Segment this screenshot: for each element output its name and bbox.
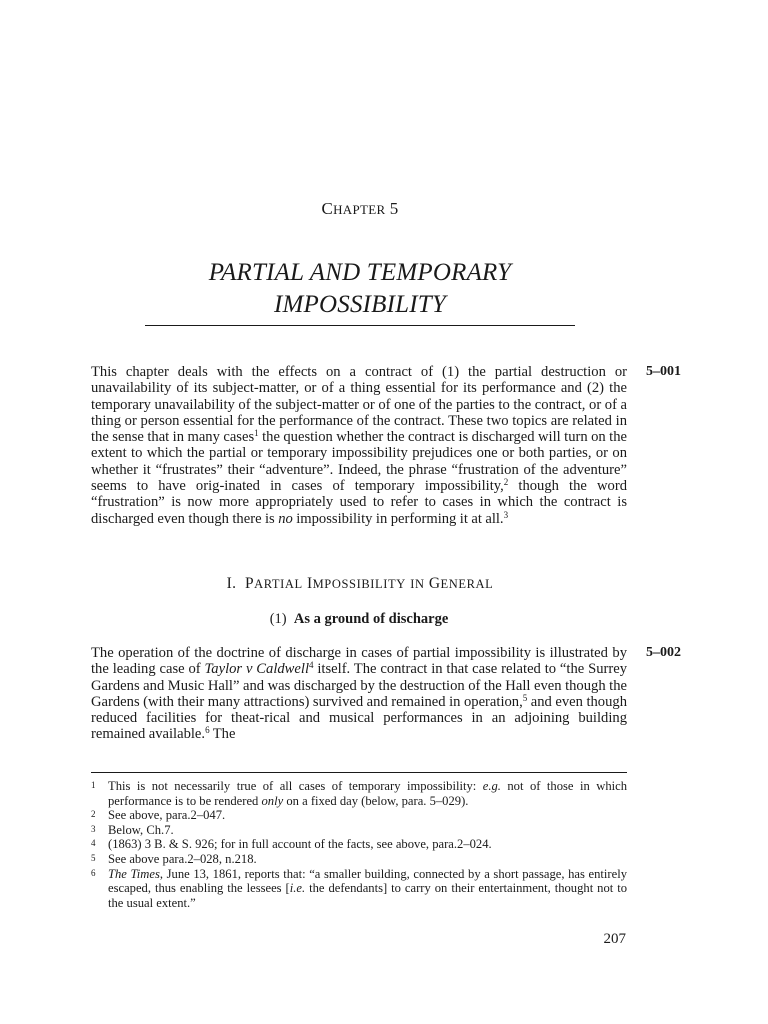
section-title-word: GENERAL	[428, 575, 494, 592]
footnote-text: Below, Ch.7.	[108, 822, 174, 837]
subheading-number: (1)	[269, 611, 287, 627]
chapter-title	[130, 257, 590, 321]
chapter-title-line: IMPOSSIBILITY	[273, 291, 447, 318]
paragraph-text: the question whether the contract is discharged will turn on the extent to which the partial or temporary impossibility prejudices one or both parties, or on whether it “frustrates” their “adventure”. Indeed, the phrase “frustration of the adventure” seems to have orig-inated in cases of temporary impossibility,	[91, 429, 627, 495]
section-title-word: PARTIAL	[245, 575, 303, 592]
footnote-text	[108, 823, 627, 838]
footnote-italic-text: i.e.	[289, 881, 306, 896]
body-paragraph	[91, 645, 627, 743]
paragraph-number: 5–001	[646, 364, 681, 379]
footnote-text: See above, para.2–047.	[108, 808, 226, 823]
footnote-text: (1863) 3 B. & S. 926; for in full account of the facts, see above, para.2–024.	[108, 837, 492, 852]
paragraph-text: This chapter deals with the effects on a contract of (1) the partial destruction or unavailability of its subject-matter, or of a thing essential for its performance and (2) the temporary unavailability of the subject-matter or of one of the parties to the contract, or of a thing or person essential for the performance of the contract. These two topics are related in the sense that in many cases	[91, 364, 627, 446]
footnote-reference: 3	[503, 509, 509, 520]
section-numeral: I.	[226, 575, 237, 592]
paragraph-text: though the word “frustration” is now more appropriately used to refer to cases in which the contract is discharged even though there is	[91, 478, 627, 527]
footnote-text: the defendants] to carry on their entertainment, thought not to the usual extent.”	[108, 881, 628, 910]
chapter-label-initial: C	[321, 199, 334, 218]
footnote-reference: 5	[522, 692, 528, 703]
body-paragraph	[91, 364, 627, 527]
footnote	[91, 779, 627, 808]
footnote-mark: 3	[91, 823, 96, 834]
footnote-mark: 6	[91, 867, 96, 878]
footnote-text: not of those in which performance is to be rendered	[108, 779, 628, 808]
chapter-label	[0, 199, 720, 219]
paragraph-text: and even though reduced facilities for theat-rical and musical performances in an adjoining building remained available.	[91, 693, 627, 743]
footnote-text	[108, 779, 627, 808]
footnote-text: See above para.2–028, n.218.	[108, 851, 257, 866]
footnote-reference: 4	[309, 660, 314, 671]
footnote-text	[108, 808, 627, 823]
paragraph-text: itself. The contract in that case related to “the Surrey Gardens and Music Hall” and was discharged by the destruction of the Hall even though the Gardens (with their many attractions) survived and remained in operation,	[91, 661, 627, 710]
paragraph-text: The operation of the doctrine of discharge in cases of partial impossibility is illustrated by the leading case of	[91, 645, 627, 678]
footnote	[91, 852, 627, 867]
footnote	[91, 823, 627, 838]
title-rule	[145, 325, 575, 326]
footnote	[91, 808, 627, 823]
section-title-word: IMPOSSIBILITY	[307, 575, 406, 592]
paragraph-text: The	[209, 726, 236, 743]
footnote-text: on a fixed day (below, para. 5–029).	[283, 793, 469, 808]
paragraph-italic-text: no	[278, 510, 293, 527]
footnote-text	[108, 867, 627, 911]
footnote-mark: 5	[91, 852, 96, 863]
section-title-word: IN	[410, 577, 425, 591]
footnote-reference: 6	[205, 725, 210, 736]
footnote-reference: 1	[254, 428, 259, 439]
page-number: 207	[603, 931, 626, 947]
footnote-text: , June 13, 1861, reports that: “a smaller building, connected by a short passage, has entirely escaped, thus enabling the lessees [	[108, 866, 627, 896]
section-heading	[0, 575, 720, 593]
footnote	[91, 837, 627, 852]
subheading	[0, 611, 718, 628]
footnote-italic-text: The Times	[108, 866, 160, 881]
footnote-text: This is not necessarily true of all cases of temporary impossibility:	[108, 779, 483, 793]
chapter-label-rest: HAPTER	[333, 202, 386, 217]
chapter-number: 5	[389, 199, 399, 218]
footnote	[91, 867, 627, 911]
section-title	[245, 575, 493, 592]
footnote-italic-text: e.g.	[482, 779, 501, 793]
footnote-text	[108, 837, 627, 852]
paragraph-italic-text: Taylor v Caldwell	[204, 661, 310, 678]
footnote-rule	[91, 772, 627, 773]
footnote-mark: 4	[91, 838, 96, 849]
footnote-italic-text: only	[261, 793, 284, 808]
footnote-mark: 2	[91, 809, 96, 820]
chapter-title-line: PARTIAL AND TEMPORARY	[208, 259, 512, 286]
paragraph-text: impossibility in performing it at all.	[292, 510, 504, 527]
footnote-reference: 2	[503, 477, 509, 488]
subheading-title: As a ground of discharge	[293, 611, 449, 627]
footnote-mark: 1	[91, 780, 96, 790]
paragraph-number: 5–002	[646, 645, 681, 660]
footnotes	[91, 779, 627, 910]
footnote-text	[108, 852, 627, 867]
